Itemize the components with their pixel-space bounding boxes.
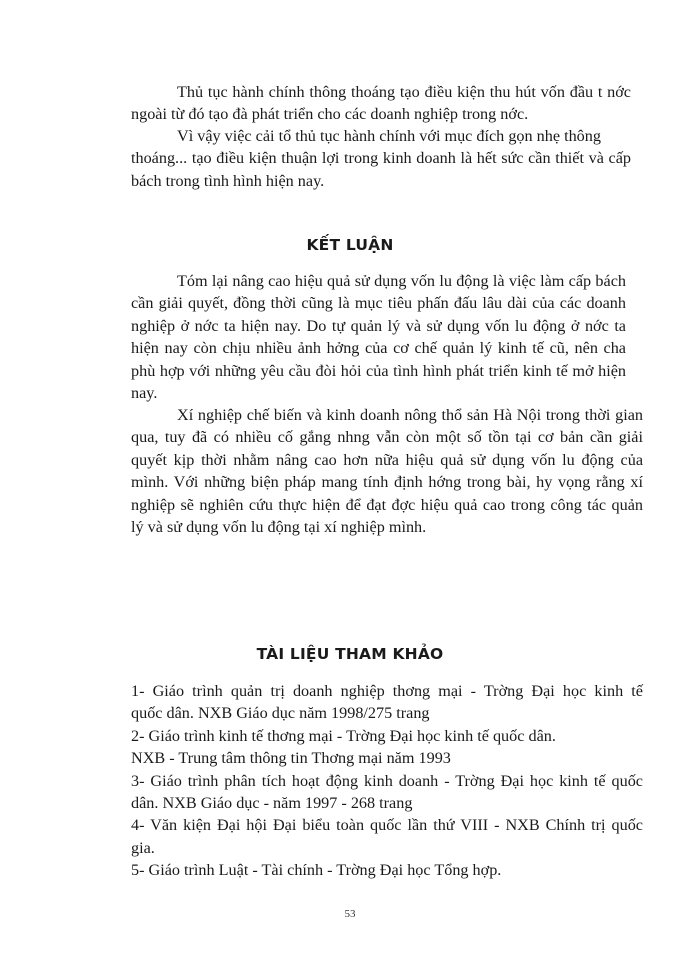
text-line: hiện nay còn chịu nhiều ảnh hởng của cơ chế quản lý kinh tế cũ, nên cha <box>131 339 626 358</box>
text-line: Vì vậy việc cải tổ thủ tục hành chính với mục đích gọn nhẹ thông <box>177 127 601 145</box>
reference-item-2 <box>131 725 643 770</box>
text-line: 4- Văn kiện Đại hội Đại biểu toàn quốc lần thứ VIII - NXB Chính trị quốc <box>131 816 643 835</box>
reference-item-5 <box>131 859 643 881</box>
page-number: 53 <box>344 908 356 920</box>
text-line: Thủ tục hành chính thông thoáng tạo điều kiện thu hút vốn đầu t nớc <box>177 83 631 101</box>
intro-paragraph-2 <box>131 125 631 192</box>
conclusion-paragraph-1 <box>131 270 626 404</box>
text-line: 5- Giáo trình Luật - Tài chính - Trờng Đại học Tổng hợp. <box>131 861 502 880</box>
text-line: quốc dân. NXB Giáo dục năm 1998/275 trang <box>131 704 430 723</box>
text-line: 1- Giáo trình quản trị doanh nghiệp thơng mại - Trờng Đại học kinh tế <box>131 682 643 700</box>
text-line: cần giải quyết, đồng thời cũng là mục tiêu phấn đấu lâu dài của các doanh <box>131 294 626 313</box>
text-line: nghiệp ở nớc ta hiện nay. Do tự quản lý và sử dụng vốn lu động ở nớc ta <box>131 316 626 335</box>
reference-item-1 <box>131 680 643 725</box>
text-line: nay. <box>131 384 158 403</box>
text-line: phù hợp với những yêu cầu đòi hỏi của tình hình phát triển kinh tế mở hiện <box>131 361 626 380</box>
text-line: NXB - Trung tâm thông tin Thơng mại năm 1993 <box>131 749 451 768</box>
text-line: 3- Giáo trình phân tích hoạt động kinh doanh - Trờng Đại học kinh tế quốc <box>131 771 643 790</box>
references-heading: TÀI LIỆU THAM KHẢO <box>256 645 444 663</box>
text-line: quyết kịp thời nhằm nâng cao hơn nữa hiệu quả sử dụng vốn lu động của <box>131 450 643 469</box>
conclusion-paragraph-2 <box>131 404 643 538</box>
text-line: ngoài từ đó tạo đà phát triển cho các doanh nghiệp trong nớc. <box>131 105 529 124</box>
text-line: 2- Giáo trình kinh tế thơng mại - Trờng Đại học kinh tế quốc dân. <box>131 726 556 745</box>
text-line: lý và sử dụng vốn lu động tại xí nghiệp mình. <box>131 518 427 537</box>
text-line: bách trong tình hình hiện nay. <box>131 171 325 190</box>
intro-paragraph-1 <box>131 81 631 126</box>
text-line: thoáng... tạo điều kiện thuận lợi trong kinh doanh là hết sức cần thiết và cấp <box>131 149 631 168</box>
conclusion-heading: KẾT LUẬN <box>306 236 394 254</box>
text-line: qua, tuy đã có nhiều cố gắng nhng vẫn còn một số tồn tại cơ bản cần giải <box>131 428 643 447</box>
text-line: nghiệp sẽ nghiên cứu thực hiện để đạt đợc hiệu quả cao trong công tác quản <box>131 495 643 514</box>
reference-item-4 <box>131 814 643 859</box>
text-line: gia. <box>131 838 155 857</box>
text-line: dân. NXB Giáo dục - năm 1997 - 268 trang <box>131 794 413 813</box>
text-line: Tóm lại nâng cao hiệu quả sử dụng vốn lu động là việc làm cấp bách <box>177 272 626 290</box>
text-line: Xí nghiệp chế biến và kinh doanh nông thổ sản Hà Nội trong thời gian <box>177 406 643 424</box>
text-line: mình. Với những biện pháp mang tính định hớng trong bài, hy vọng rằng xí <box>131 473 643 492</box>
reference-item-3 <box>131 770 643 815</box>
reference-list <box>131 680 643 882</box>
